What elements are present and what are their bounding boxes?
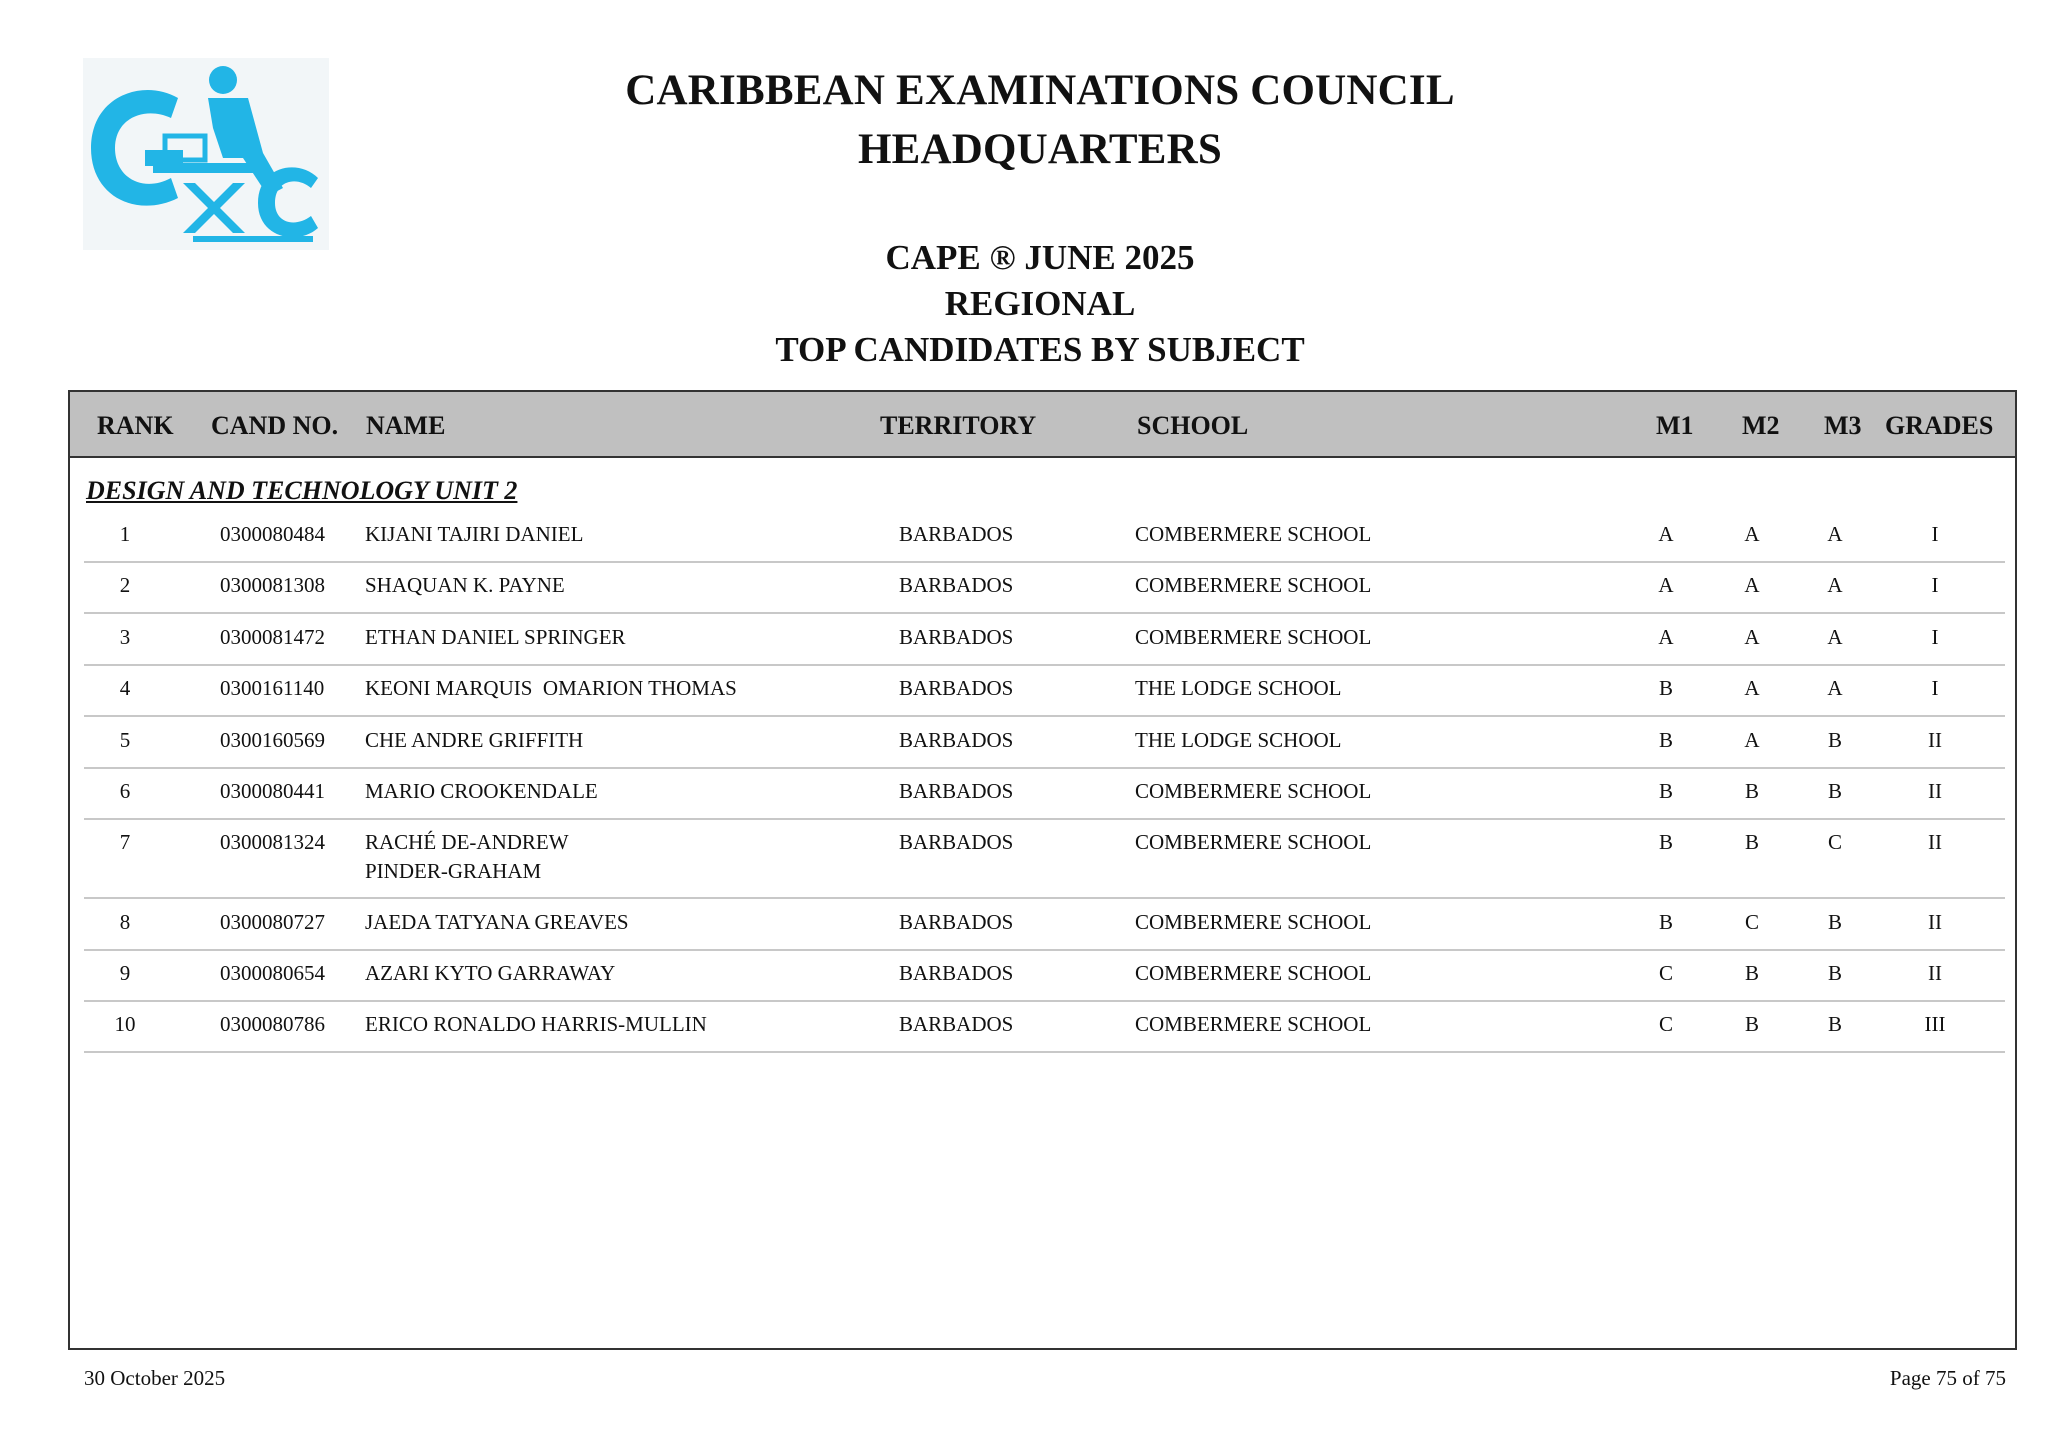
cell-rank: 3 (119, 625, 131, 649)
cell-school: COMBERMERE SCHOOL (1135, 1012, 1372, 1036)
cell-m3: B (1827, 1012, 1842, 1036)
table-row (84, 910, 2005, 951)
cell-grade: I (1931, 573, 1939, 597)
column-header-m2: M2 (1742, 411, 1780, 440)
cell-name: KEONI MARQUIS OMARION THOMAS (365, 676, 737, 700)
organization-unit: HEADQUARTERS (857, 126, 1223, 173)
cell-grade: II (1928, 961, 1942, 985)
table-row (84, 573, 2005, 614)
cell-m1: B (1658, 910, 1673, 934)
cell-m1: A (1658, 573, 1674, 597)
cell-grade: II (1928, 910, 1942, 934)
cell-grade: III (1924, 1012, 1946, 1036)
results-table (68, 390, 2017, 1350)
column-header-grades: GRADES (1885, 411, 1994, 440)
table-header (70, 392, 2015, 458)
cell-m3: B (1827, 728, 1842, 752)
cell-rank: 7 (119, 830, 131, 854)
cell-m2: B (1744, 1012, 1759, 1036)
cell-name: CHE ANDRE GRIFFITH (365, 728, 584, 752)
cell-m2: A (1744, 625, 1760, 649)
cell-m3: A (1827, 676, 1843, 700)
table-row (84, 522, 2005, 563)
cell-rank: 5 (119, 728, 131, 752)
table-row (84, 1012, 2005, 1053)
cell-cand-no: 0300080786 (220, 1012, 325, 1036)
cell-m3: A (1827, 522, 1843, 546)
cxc-logo (83, 58, 329, 250)
cell-school: THE LODGE SCHOOL (1135, 728, 1342, 752)
cell-cand-no: 0300160569 (220, 728, 325, 752)
cell-m2: C (1744, 910, 1759, 934)
cell-school: COMBERMERE SCHOOL (1135, 522, 1372, 546)
table-row (84, 830, 2005, 899)
table-row (84, 961, 2005, 1002)
column-header-territory: TERRITORY (880, 411, 1037, 440)
cell-name: KIJANI TAJIRI DANIEL (365, 522, 584, 546)
organization-name: CARIBBEAN EXAMINATIONS COUNCIL (625, 67, 1455, 114)
cell-school: COMBERMERE SCHOOL (1135, 910, 1372, 934)
cell-school: COMBERMERE SCHOOL (1135, 573, 1372, 597)
cell-cand-no: 0300081308 (220, 573, 325, 597)
column-header-rank: RANK (97, 411, 174, 440)
cell-m2: A (1744, 728, 1760, 752)
table-row (84, 676, 2005, 717)
cell-school: COMBERMERE SCHOOL (1135, 830, 1372, 854)
cell-school: COMBERMERE SCHOOL (1135, 961, 1372, 985)
cell-name: JAEDA TATYANA GREAVES (365, 910, 629, 934)
cell-m2: A (1744, 676, 1760, 700)
cell-grade: II (1928, 728, 1942, 752)
table-row (84, 779, 2005, 820)
cell-territory: BARBADOS (899, 676, 1014, 700)
report-scope: REGIONAL (944, 284, 1136, 323)
cell-territory: BARBADOS (899, 573, 1014, 597)
cell-grade: II (1928, 830, 1942, 854)
cxc-logo-icon (83, 58, 329, 250)
cell-m1: B (1658, 676, 1673, 700)
cell-cand-no: 0300081472 (220, 625, 325, 649)
cell-name: ETHAN DANIEL SPRINGER (365, 625, 626, 649)
cell-grade: I (1931, 625, 1939, 649)
cell-m3: B (1827, 910, 1842, 934)
cell-name: ERICO RONALDO HARRIS-MULLIN (365, 1012, 707, 1036)
cell-m2: B (1744, 830, 1759, 854)
cell-school: COMBERMERE SCHOOL (1135, 625, 1372, 649)
cell-m3: B (1827, 779, 1842, 803)
cell-cand-no: 0300161140 (220, 676, 325, 700)
cell-territory: BARBADOS (899, 961, 1014, 985)
cell-rank: 2 (119, 573, 131, 597)
cell-rank: 9 (119, 961, 131, 985)
cell-m3: B (1827, 961, 1842, 985)
cell-m3: C (1827, 830, 1842, 854)
cell-rank: 1 (119, 522, 131, 546)
cell-m2: B (1744, 779, 1759, 803)
cell-name: MARIO CROOKENDALE (365, 779, 598, 803)
cell-cand-no: 0300080727 (220, 910, 325, 934)
cell-rank: 6 (119, 779, 131, 803)
cell-m1: A (1658, 522, 1674, 546)
cell-m1: A (1658, 625, 1674, 649)
cell-m2: A (1744, 522, 1760, 546)
cell-grade: I (1931, 676, 1939, 700)
column-header-name: NAME (366, 411, 446, 440)
cell-m1: C (1658, 1012, 1673, 1036)
cell-cand-no: 0300080654 (220, 961, 325, 985)
cell-territory: BARBADOS (899, 1012, 1014, 1036)
column-header-m1: M1 (1656, 411, 1694, 440)
cell-m3: A (1827, 625, 1843, 649)
cell-name-continued: PINDER-GRAHAM (365, 859, 542, 883)
cell-m1: B (1658, 830, 1673, 854)
report-title: TOP CANDIDATES BY SUBJECT (775, 330, 1305, 369)
cell-territory: BARBADOS (899, 830, 1014, 854)
cell-m1: B (1658, 728, 1673, 752)
cell-territory: BARBADOS (899, 910, 1014, 934)
cell-cand-no: 0300081324 (220, 830, 325, 854)
cell-school: COMBERMERE SCHOOL (1135, 779, 1372, 803)
cell-cand-no: 0300080484 (220, 522, 325, 546)
cell-name: SHAQUAN K. PAYNE (365, 573, 565, 597)
column-header-m3: M3 (1824, 411, 1862, 440)
cell-territory: BARBADOS (899, 625, 1014, 649)
cell-rank: 8 (119, 910, 131, 934)
report-date: 30 October 2025 (84, 1366, 226, 1390)
cell-m1: B (1658, 779, 1673, 803)
table-row (84, 625, 2005, 666)
cell-cand-no: 0300080441 (220, 779, 325, 803)
cell-grade: I (1931, 522, 1939, 546)
cell-name: RACHÉ DE-ANDREW (365, 830, 569, 854)
cell-territory: BARBADOS (899, 728, 1014, 752)
subject-heading: DESIGN AND TECHNOLOGY UNIT 2 (86, 476, 518, 505)
cell-school: THE LODGE SCHOOL (1135, 676, 1342, 700)
column-header-school: SCHOOL (1137, 411, 1249, 440)
page-number: Page 75 of 75 (1889, 1366, 2006, 1390)
cell-rank: 10 (114, 1012, 136, 1036)
cell-territory: BARBADOS (899, 522, 1014, 546)
cell-m2: A (1744, 573, 1760, 597)
cell-m1: C (1658, 961, 1673, 985)
cell-name: AZARI KYTO GARRAWAY (365, 961, 616, 985)
exam-title: CAPE ® JUNE 2025 (885, 238, 1195, 277)
table-row (84, 728, 2005, 769)
column-header-cand-no: CAND NO. (211, 411, 339, 440)
cell-rank: 4 (119, 676, 131, 700)
cell-grade: II (1928, 779, 1942, 803)
cell-territory: BARBADOS (899, 779, 1014, 803)
cell-m2: B (1744, 961, 1759, 985)
cell-m3: A (1827, 573, 1843, 597)
